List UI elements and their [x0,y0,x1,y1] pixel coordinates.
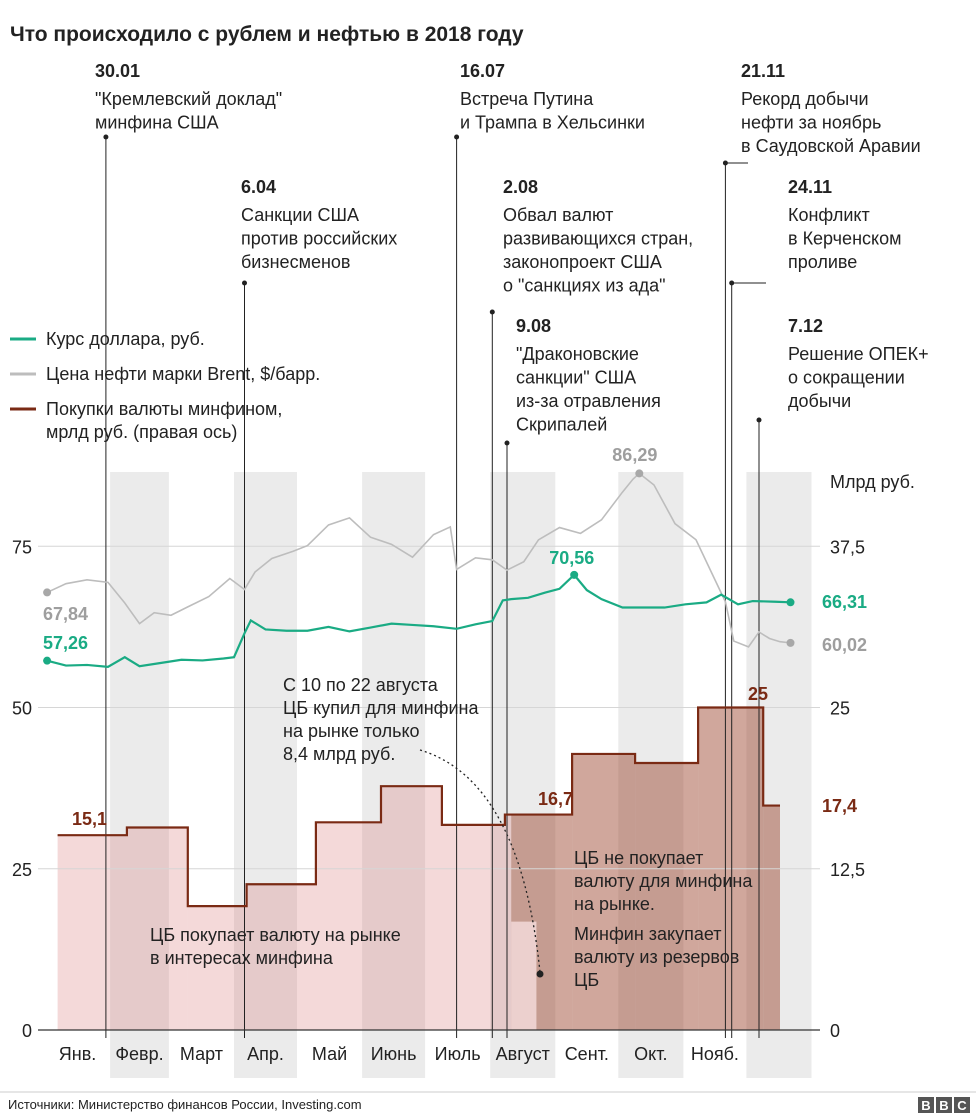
month-label: Сент. [564,1044,609,1064]
y-left-tick: 0 [21,1021,32,1041]
right-axis-unit: Млрд руб. [830,472,915,492]
event-date: 9.08 [516,316,552,336]
month-label: Нояб. [690,1044,739,1064]
note-cb-not: ЦБ не покупает [574,848,704,868]
event-dot [757,418,762,423]
y-right-tick: 0 [830,1021,841,1041]
event-text: в Саудовской Аравии [741,136,921,156]
note-cb-aug: ЦБ купил для минфина [283,698,479,718]
purchase-fill-cb [442,825,505,1030]
y-left-tick: 50 [11,698,32,719]
note-cb-buys: в интересах минфина [150,948,333,968]
y-right-tick: 25 [830,698,851,719]
legend-label: мрлд руб. (правая ось) [46,422,238,442]
month-label: Окт. [634,1044,668,1064]
event-text: нефти за ноябрь [741,112,882,133]
ruble-end-dot [787,598,795,606]
oil-start-label: 67,84 [43,604,89,624]
purchase-fill-cb [505,815,511,1030]
event-text: Рекорд добычи [741,89,869,109]
event-date: 30.01 [95,61,141,81]
oil-end-dot [787,639,795,647]
purchase-label: 16,7 [538,789,574,809]
oil-max-dot [635,469,643,477]
note-cb-aug: 8,4 млрд руб. [283,744,396,764]
oil-max-label: 86,29 [612,445,658,465]
event-date: 16.07 [460,61,506,81]
event-text: Скрипалей [516,414,608,435]
event-date: 24.11 [788,177,833,197]
event-dot [454,135,459,140]
month-label: Июнь [370,1044,417,1064]
chart-title: Что происходило с рублем и нефтью в 2018 году [10,23,524,46]
note-cb-aug: на рынке только [283,721,420,741]
event-text: проливе [788,252,858,272]
ruble-max-label: 70,56 [549,548,595,568]
purchase-fill-cb [381,786,442,1030]
legend-label: Курс доллара, руб. [46,329,205,349]
event-text: "Кремлевский доклад" [95,89,283,109]
event-text: о "санкциях из ада" [503,275,666,296]
legend-label: Покупки валюты минфином, [46,399,283,419]
note-minfin: ЦБ [574,970,600,990]
event-text: "Драконовские [516,344,639,364]
ruble-start-dot [43,657,51,665]
note-cb-not: валюту для минфина [574,871,753,891]
brand-letter: B [921,1098,931,1113]
event-dot [103,135,108,140]
note-minfin: валюту из резервов [574,947,740,967]
month-label: Апр. [247,1044,284,1064]
note-cb-buys: ЦБ покупает валюту на рынке [150,925,401,945]
event-text: в Керченском [788,228,902,249]
event-text: Решение ОПЕК+ [788,344,929,364]
purchase-fill-minfin [763,806,780,1030]
legend-label: Цена нефти марки Brent, $/барр. [46,364,321,384]
aug-callout-dot [537,971,544,978]
y-right-tick: 12,5 [830,859,866,880]
event-text: и Трампа в Хельсинки [460,112,645,133]
month-label: Май [311,1044,348,1064]
event-dot [505,441,510,446]
purchase-label: 25 [748,684,769,704]
event-text: законопроект США [503,252,662,272]
ruble-max-dot [570,571,578,579]
event-date: 6.04 [241,177,277,197]
event-text: о сокращении [788,367,905,388]
oil-end-label: 60,02 [822,635,868,655]
ruble-start-label: 57,26 [43,633,89,653]
event-text: минфина США [95,112,219,133]
event-text: добычи [788,391,852,411]
brand-letter: B [939,1098,949,1113]
event-text: Обвал валют [503,205,614,225]
source-text: Источники: Министерство финансов России, Investing.com [8,1097,362,1112]
oil-start-dot [43,588,51,596]
event-dot [242,281,247,286]
event-date: 21.11 [741,61,786,81]
note-cb-not: на рынке. [574,894,655,914]
purchase-label: 17,4 [822,796,858,816]
event-text: Санкции США [241,205,359,225]
purchase-label: 15,1 [72,809,108,829]
note-cb-aug: С 10 по 22 августа [283,675,438,695]
month-label: Янв. [58,1044,97,1064]
event-text: из-за отравления [516,391,661,411]
event-date: 2.08 [503,177,539,197]
ruble-end-label: 66,31 [822,592,868,612]
y-right-tick: 37,5 [830,537,866,558]
y-left-tick: 75 [11,537,32,558]
month-label: Февр. [115,1044,164,1064]
event-dot [490,310,495,315]
event-date: 7.12 [788,316,824,336]
event-text: развивающихся стран, [503,228,694,249]
y-left-tick: 25 [11,859,32,880]
event-text: санкции" США [516,367,637,388]
event-text: против российских [241,228,398,249]
brand-letter: C [957,1098,967,1113]
month-label: Август [495,1044,550,1064]
event-text: бизнесменов [241,252,351,272]
month-label: Июль [434,1044,481,1064]
event-text: Конфликт [788,205,870,225]
purchase-fill-cb [58,835,127,1030]
aug-gap-tint [511,922,536,1030]
event-text: Встреча Путина [460,89,594,109]
month-label: Март [179,1044,223,1064]
note-minfin: Минфин закупает [574,924,722,944]
